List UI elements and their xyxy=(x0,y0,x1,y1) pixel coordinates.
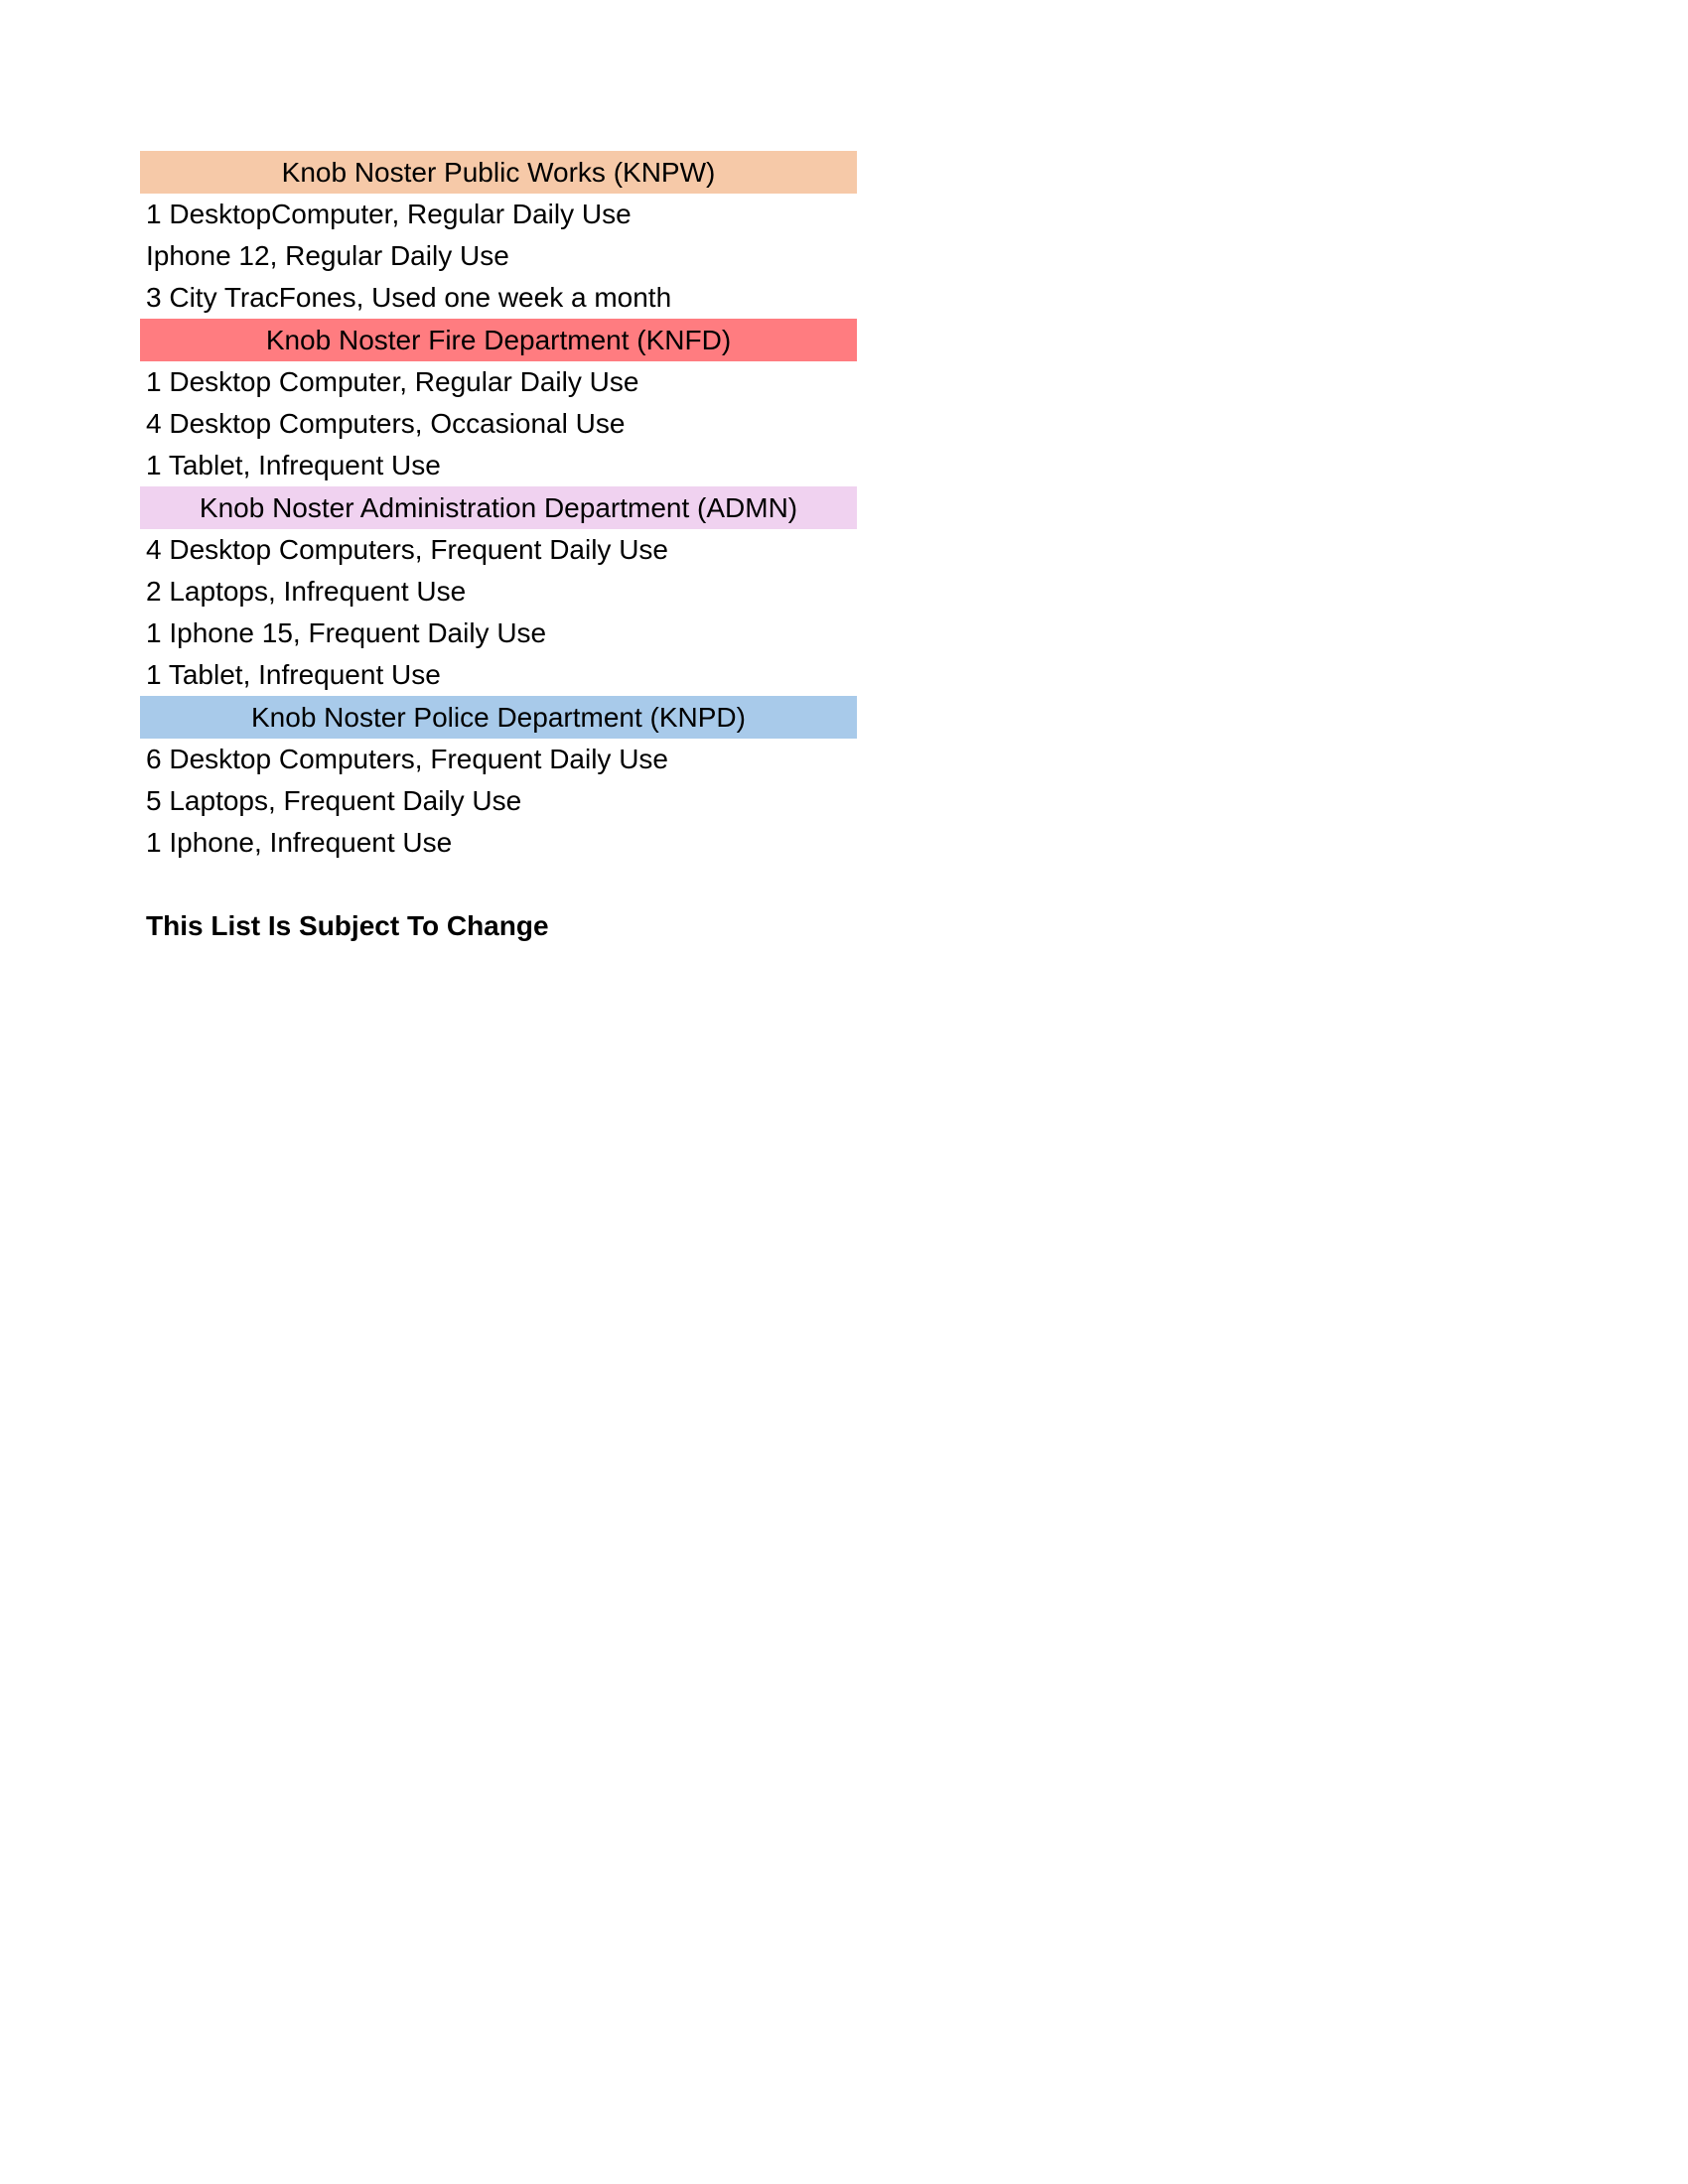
equipment-item: Iphone 12, Regular Daily Use xyxy=(146,240,509,271)
equipment-item: 1 DesktopComputer, Regular Daily Use xyxy=(146,199,632,229)
blank-row xyxy=(140,864,857,905)
equipment-document xyxy=(140,151,857,947)
equipment-item: 1 Desktop Computer, Regular Daily Use xyxy=(146,366,639,397)
footer-note: This List Is Subject To Change xyxy=(146,910,549,941)
department-header: Knob Noster Police Department (KNPD) xyxy=(140,696,857,739)
department-header: Knob Noster Public Works (KNPW) xyxy=(140,151,857,194)
equipment-item: 1 Tablet, Infrequent Use xyxy=(146,659,441,690)
equipment-item: 5 Laptops, Frequent Daily Use xyxy=(146,785,522,816)
equipment-item: 4 Desktop Computers, Frequent Daily Use xyxy=(146,534,668,565)
department-section xyxy=(140,319,857,486)
department-header: Knob Noster Fire Department (KNFD) xyxy=(140,319,857,361)
equipment-item: 4 Desktop Computers, Occasional Use xyxy=(146,408,626,439)
department-section xyxy=(140,151,857,319)
department-header: Knob Noster Administration Department (ADMN) xyxy=(140,486,857,529)
equipment-item: 6 Desktop Computers, Frequent Daily Use xyxy=(146,744,668,774)
equipment-item: 3 City TracFones, Used one week a month xyxy=(146,282,672,313)
equipment-item: 1 Iphone, Infrequent Use xyxy=(146,827,453,858)
department-section xyxy=(140,486,857,696)
equipment-item: 2 Laptops, Infrequent Use xyxy=(146,576,467,607)
equipment-list xyxy=(140,151,857,864)
equipment-item: 1 Iphone 15, Frequent Daily Use xyxy=(146,617,547,648)
department-section xyxy=(140,696,857,864)
equipment-item: 1 Tablet, Infrequent Use xyxy=(146,450,441,480)
